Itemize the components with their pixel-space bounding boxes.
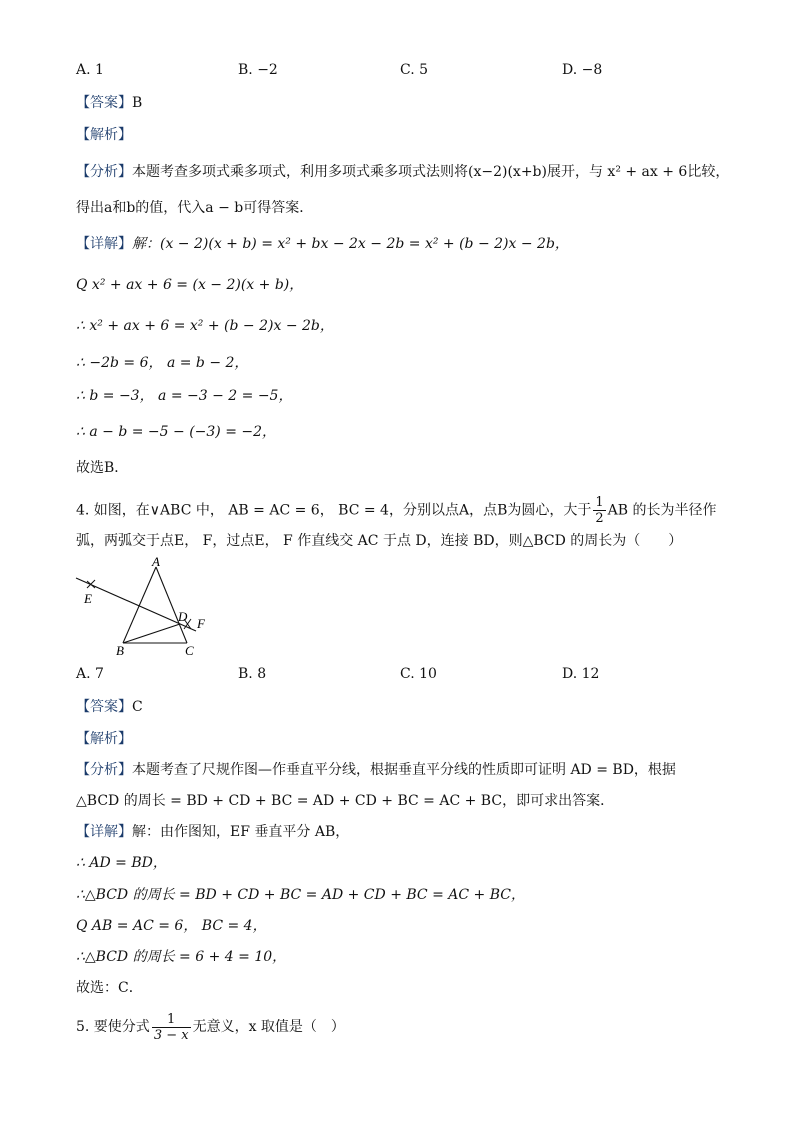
- q3-fenxi-line2: 得出a和b的值，代入a − b可得答案．: [76, 200, 314, 216]
- q4-step-6: 故选：C．: [76, 980, 143, 996]
- q3-option-b: B. −2: [238, 62, 278, 78]
- q4-stem-line2: 弧，两弧交于点E， F，过点E， F 作直线交 AC 于点 D，连接 BD，则△BCD 的周长为（ ）: [76, 533, 683, 549]
- q3-option-c: C. 5: [400, 62, 429, 78]
- q4-fenxi-line2: △BCD 的周长 = BD + CD + BC = AD + CD + BC = AC + BC，即可求出答案．: [76, 793, 615, 809]
- q4-fenxi-line1: [76, 760, 676, 780]
- detail-step: 解：由作图知，EF 垂直平分 AB，: [132, 824, 350, 840]
- q4-stem-post: AB 的长为半径作: [607, 502, 717, 519]
- q4-option-b: B. 8: [238, 666, 267, 682]
- label-b: B: [116, 643, 124, 658]
- label-e: E: [84, 591, 92, 606]
- q4-fraction: [593, 495, 605, 526]
- q3-step-3: ∴ x² + ax + 6 = x² + (b − 2)x − 2b，: [76, 318, 334, 334]
- q3-step-7: 故选B．: [76, 460, 129, 476]
- q4-detail-line1: [76, 822, 349, 842]
- label-a: A: [152, 555, 160, 569]
- fenxi-text: 本题考查了尺规作图—作垂直平分线，根据垂直平分线的性质即可证明 AD = BD，根据: [132, 762, 676, 778]
- q3-step-5: ∴ b = −3， a = −3 − 2 = −5，: [76, 388, 293, 404]
- q3-detail-line1: [76, 234, 569, 254]
- arc-mark-e: [87, 580, 95, 588]
- q3-option-d: D. −8: [562, 62, 603, 78]
- answer-label: 【答案】: [76, 699, 132, 715]
- q4-option-d: D. 12: [562, 666, 600, 682]
- fenxi-text: 本题考查多项式乘多项式，利用多项式乘多项式法则将(x−2)(x+b)展开，与 x² + ax + 6比较，: [132, 164, 730, 180]
- q3-step-4: ∴ −2b = 6， a = b − 2，: [76, 355, 249, 371]
- q4-analysis-label: 【解析】: [76, 731, 132, 747]
- answer-value: B: [132, 95, 143, 111]
- label-d: D: [178, 609, 188, 624]
- q4-stem-line1: [76, 495, 717, 526]
- detail-step: 解：(x − 2)(x + b) = x² + bx − 2x − 2b = x² + (b − 2)x − 2b，: [132, 236, 569, 252]
- q4-stem-pre: 4. 如图，在∨ABC 中， AB = AC = 6， BC = 4，分别以点A，点B为圆心，大于: [76, 502, 592, 519]
- q4-answer: [76, 697, 143, 717]
- q5-stem-post: 无意义，x 取值是（ ）: [192, 1019, 345, 1035]
- q3-analysis-label: 【解析】: [76, 127, 132, 143]
- q5-stem-pre: 5. 要使分式: [76, 1019, 150, 1035]
- label-c: C: [185, 643, 194, 658]
- q3-step-2: Q x² + ax + 6 = (x − 2)(x + b)，: [76, 277, 304, 293]
- q4-option-a: A. 7: [76, 666, 104, 682]
- q5-stem: [76, 1010, 345, 1044]
- answer-value: C: [132, 699, 143, 715]
- q4-step-3: ∴△BCD 的周长 = BD + CD + BC = AD + CD + BC = AC + BC，: [76, 887, 525, 903]
- detail-label: 【详解】: [76, 824, 132, 840]
- frac-numerator: 1: [595, 495, 604, 510]
- q4-option-c: C. 10: [400, 666, 437, 682]
- q3-option-a: A. 1: [76, 62, 104, 78]
- segment-bd: [123, 624, 180, 643]
- frac-denominator: 2: [595, 511, 604, 526]
- q4-step-2: ∴ AD = BD，: [76, 855, 167, 871]
- frac-numerator: 1: [152, 1012, 191, 1028]
- q3-answer: [76, 93, 142, 113]
- q3-step-6: ∴ a − b = −5 − (−3) = −2，: [76, 424, 277, 440]
- q5-fraction: [152, 1012, 191, 1043]
- q4-step-4: Q AB = AC = 6， BC = 4，: [76, 918, 267, 934]
- frac-denominator: 3 − x: [153, 1027, 189, 1043]
- label-f: F: [197, 616, 205, 631]
- side-ab: [123, 567, 156, 643]
- side-ac: [156, 567, 187, 643]
- q4-triangle-figure: [70, 555, 220, 660]
- answer-label: 【答案】: [76, 95, 132, 111]
- detail-label: 【详解】: [76, 236, 132, 252]
- q3-fenxi-line1: [76, 162, 729, 182]
- q4-step-5: ∴△BCD 的周长 = 6 + 4 = 10，: [76, 949, 287, 965]
- fenxi-label: 【分析】: [76, 164, 132, 180]
- fenxi-label: 【分析】: [76, 762, 132, 778]
